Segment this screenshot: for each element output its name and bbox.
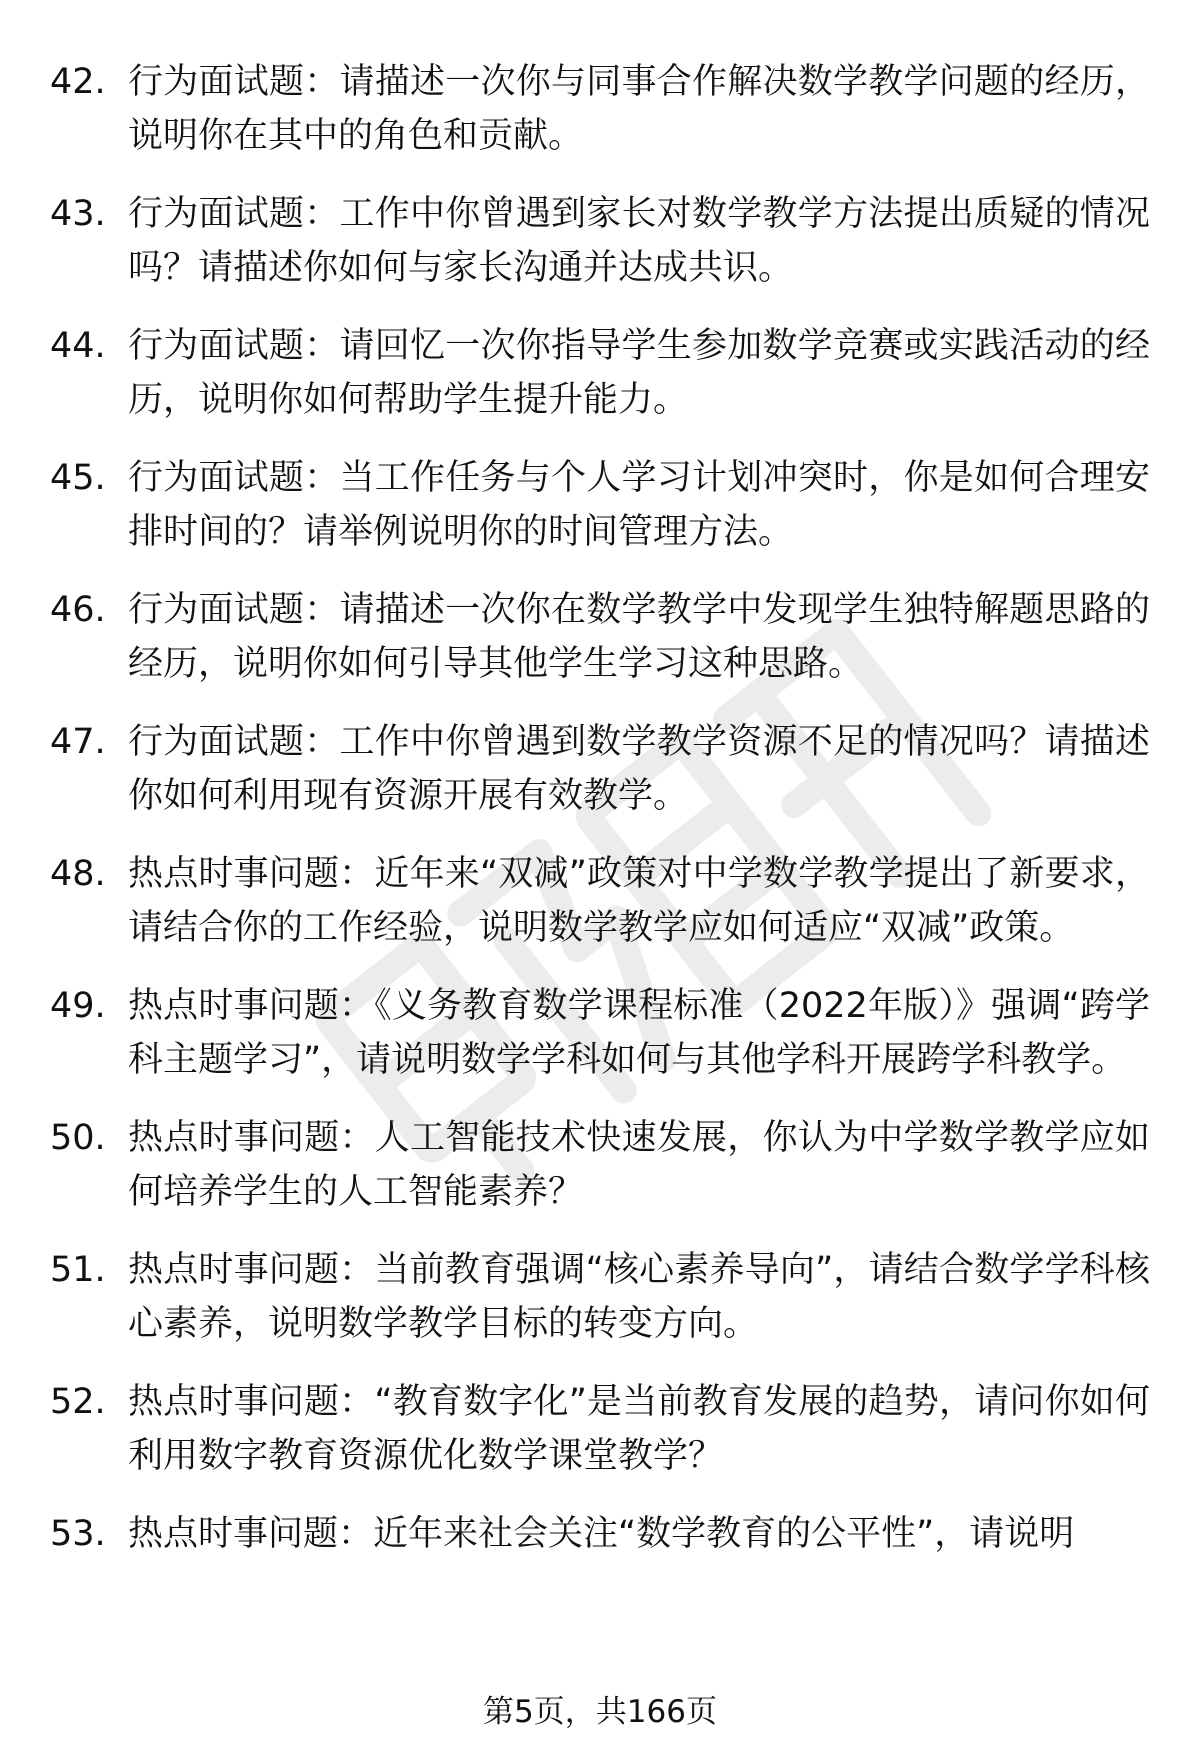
question-list — [50, 55, 1150, 1585]
page-footer — [0, 1690, 1200, 1734]
question-text: 热点时事问题：近年来“双减”政策对中学数学教学提出了新要求，请结合你的工作经验，说明数学教学应如何适应“双减”政策。 — [128, 854, 1150, 948]
question-item — [50, 1507, 1150, 1561]
question-text: 热点时事问题：《义务教育数学课程标准（2022年版）》强调“跨学科主题学习”，请说明数学学科如何与其他学科开展跨学科教学。 — [128, 986, 1150, 1080]
question-text: 行为面试题：请描述一次你与同事合作解决数学教学问题的经历，说明你在其中的角色和贡献。 — [128, 62, 1150, 156]
question-text: 热点时事问题：当前教育强调“核心素养导向”，请结合数学学科核心素养，说明数学教学目标的转变方向。 — [128, 1250, 1150, 1344]
question-item — [50, 319, 1150, 427]
question-number: 43. — [50, 194, 106, 234]
question-text: 行为面试题：工作中你曾遇到家长对数学教学方法提出质疑的情况吗？请描述你如何与家长沟通并达成共识。 — [128, 194, 1150, 288]
question-text: 行为面试题：请回忆一次你指导学生参加数学竞赛或实践活动的经历，说明你如何帮助学生提升能力。 — [128, 326, 1150, 420]
question-number: 44. — [50, 326, 106, 366]
question-item — [50, 1243, 1150, 1351]
question-item — [50, 583, 1150, 691]
question-text: 热点时事问题：近年来社会关注“数学教育的公平性”，请说明 — [128, 1514, 1075, 1554]
question-text: 行为面试题：工作中你曾遇到数学教学资源不足的情况吗？请描述你如何利用现有资源开展有效教学。 — [128, 722, 1150, 816]
page-number-label: 第5页，共166页 — [483, 1694, 717, 1730]
question-number: 53. — [50, 1514, 106, 1554]
question-number: 47. — [50, 722, 106, 762]
question-item — [50, 451, 1150, 559]
question-number: 51. — [50, 1250, 106, 1290]
question-item — [50, 1111, 1150, 1219]
question-item — [50, 847, 1150, 955]
question-item — [50, 715, 1150, 823]
question-number: 48. — [50, 854, 106, 894]
question-item — [50, 1375, 1150, 1483]
question-text: 行为面试题：当工作任务与个人学习计划冲突时，你是如何合理安排时间的？请举例说明你的时间管理方法。 — [128, 458, 1150, 552]
question-item — [50, 187, 1150, 295]
question-number: 50. — [50, 1118, 106, 1158]
question-number: 42. — [50, 62, 106, 102]
question-text: 行为面试题：请描述一次你在数学教学中发现学生独特解题思路的经历，说明你如何引导其他学生学习这种思路。 — [128, 590, 1150, 684]
question-text: 热点时事问题：人工智能技术快速发展，你认为中学数学教学应如何培养学生的人工智能素养？ — [128, 1118, 1150, 1212]
question-item — [50, 55, 1150, 163]
question-text: 热点时事问题：“教育数字化”是当前教育发展的趋势，请问你如何利用数字教育资源优化数学课堂教学？ — [128, 1382, 1150, 1476]
question-number: 45. — [50, 458, 106, 498]
question-number: 46. — [50, 590, 106, 630]
question-item — [50, 979, 1150, 1087]
question-number: 49. — [50, 986, 106, 1026]
question-number: 52. — [50, 1382, 106, 1422]
